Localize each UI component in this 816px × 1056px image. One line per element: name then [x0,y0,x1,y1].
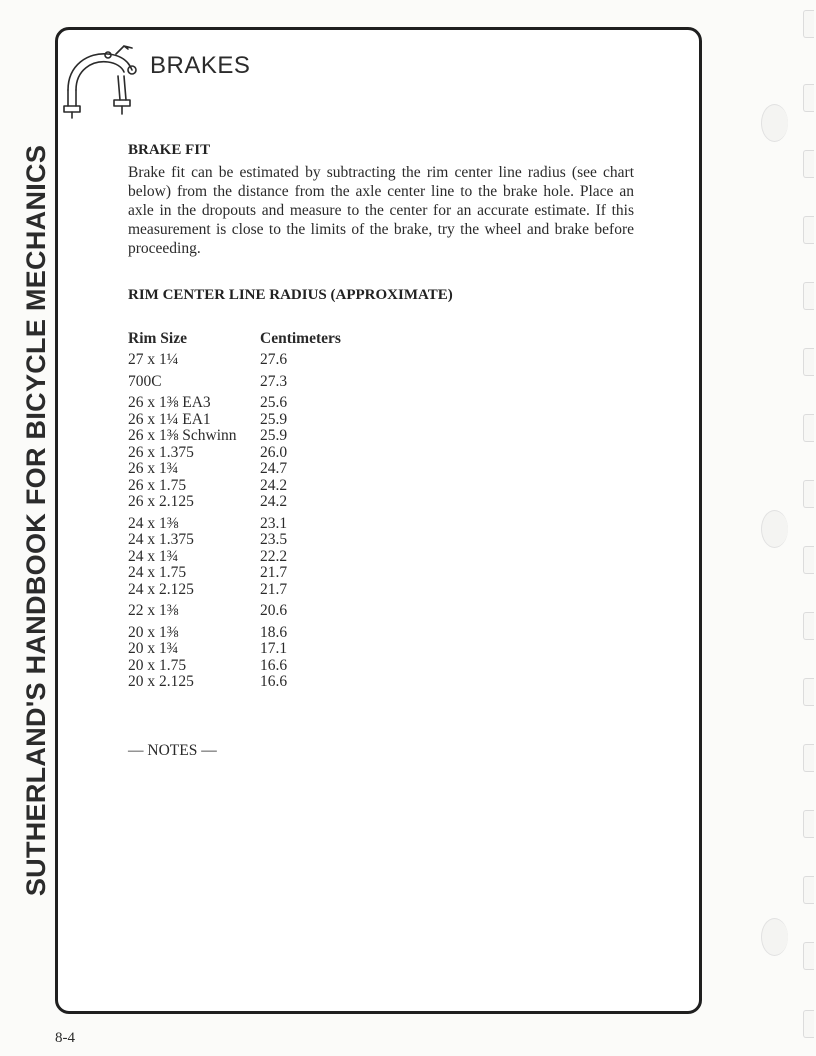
rim-size-cell: 26 x 1.75 [128,476,187,494]
centimeters-cell: 24.7 [260,460,288,477]
table-row [128,428,320,445]
binder-tabs [776,0,816,1056]
table-row [128,674,320,691]
binder-tab [803,216,814,244]
spine-title: SUTHERLAND'S HANDBOOK FOR BICYCLE MECHANICS [21,144,52,896]
rim-size-cell: 26 x 1¼ EA1 [128,410,211,428]
brake-fit-text: Brake fit can be estimated by subtracting the rim center line radius (see chart below) from the distance from the axle center line to the brake hole. Place an axle in the dropouts and measure to the center for an accurate estimate. If this measurement is close to the limits of the brake, try the wheel and brake before proceeding. [128,164,634,257]
binder-tab [803,612,814,640]
page-number: 8-4 [55,1030,75,1046]
rim-group [128,374,320,391]
binder-tab [803,480,814,508]
table-row [128,445,320,462]
rim-size-cell: 24 x 1.75 [128,564,187,581]
table-row [128,641,320,658]
centimeters-cell: 24.2 [260,493,288,510]
centimeters-cell: 17.1 [260,640,288,657]
centimeters-cell: 23.5 [260,531,288,548]
centimeters-cell: 27.6 [260,351,288,368]
centimeters-cell: 22.2 [260,547,288,565]
rim-table-heading: RIM CENTER LINE RADIUS (APPROXIMATE) [128,287,453,303]
table-row [128,494,320,511]
binder-tab [803,546,814,574]
table-row [128,532,320,549]
rim-size-cell: 26 x 1.375 [128,443,194,461]
rim-size-cell: 26 x 2.125 [128,493,194,510]
rim-size-cell: 20 x 1¾ [128,640,179,657]
rim-size-cell: 20 x 2.125 [128,673,194,690]
notes-label: — NOTES — [128,742,217,759]
binder-tab [803,10,814,38]
binder-tab [803,744,814,772]
col-rim-size: Rim Size [128,330,187,347]
centimeters-cell: 18.6 [260,623,288,641]
section-title: BRAKES [150,52,251,79]
rim-group [128,352,320,369]
binder-tab [803,678,814,706]
binder-tab [803,348,814,376]
centimeters-cell: 21.7 [260,564,288,581]
centimeters-cell: 23.1 [260,514,288,532]
binder-tab [803,414,814,442]
rim-size-cell: 24 x 2.125 [128,580,194,598]
binder-hole [761,104,788,142]
centimeters-cell: 20.6 [260,602,288,619]
rim-table-header [128,330,341,348]
brake-caliper-icon [58,40,148,120]
brake-fit-heading: BRAKE FIT [128,142,211,158]
binder-tab [803,942,814,970]
table-row [128,565,320,582]
rim-size-cell: 24 x 1⅜ [128,514,179,532]
binder-hole [761,510,788,548]
centimeters-cell: 24.2 [260,476,288,494]
spine-title-container [14,140,60,900]
table-row [128,412,320,429]
rim-table-body [128,352,320,691]
table-row [128,603,320,620]
centimeters-cell: 25.9 [260,410,288,428]
rim-group [128,625,320,691]
table-row [128,352,320,369]
table-row [128,582,320,599]
table-row [128,625,320,642]
rim-size-cell: 24 x 1.375 [128,531,194,548]
rim-size-cell: 26 x 1⅜ Schwinn [128,427,237,444]
table-row [128,374,320,391]
centimeters-cell: 16.6 [260,673,288,690]
rim-size-cell: 26 x 1⅜ EA3 [128,394,211,411]
col-centimeters: Centimeters [260,330,341,347]
binder-tab [803,876,814,904]
rim-size-cell: 26 x 1¾ [128,460,179,477]
rim-group [128,516,320,599]
rim-size-cell: 24 x 1¾ [128,547,179,565]
binder-tab [803,810,814,838]
rim-size-cell: 700C [128,372,162,390]
table-row [128,395,320,412]
rim-group [128,395,320,511]
table-row [128,461,320,478]
binder-tab [803,282,814,310]
rim-size-cell: 22 x 1⅜ [128,602,179,619]
table-row [128,549,320,566]
centimeters-cell: 26.0 [260,443,288,461]
centimeters-cell: 25.9 [260,427,288,444]
table-row [128,478,320,495]
centimeters-cell: 21.7 [260,580,288,598]
rim-size-cell: 27 x 1¼ [128,351,179,368]
rim-table [128,330,341,696]
binder-tab [803,150,814,178]
rim-size-cell: 20 x 1.75 [128,656,187,674]
rim-group [128,603,320,620]
table-row [128,516,320,533]
binder-tab [803,1010,814,1038]
centimeters-cell: 27.3 [260,372,288,390]
centimeters-cell: 16.6 [260,656,288,674]
binder-hole [761,918,788,956]
table-row [128,658,320,675]
rim-size-cell: 20 x 1⅜ [128,623,179,641]
binder-tab [803,84,814,112]
centimeters-cell: 25.6 [260,394,288,411]
